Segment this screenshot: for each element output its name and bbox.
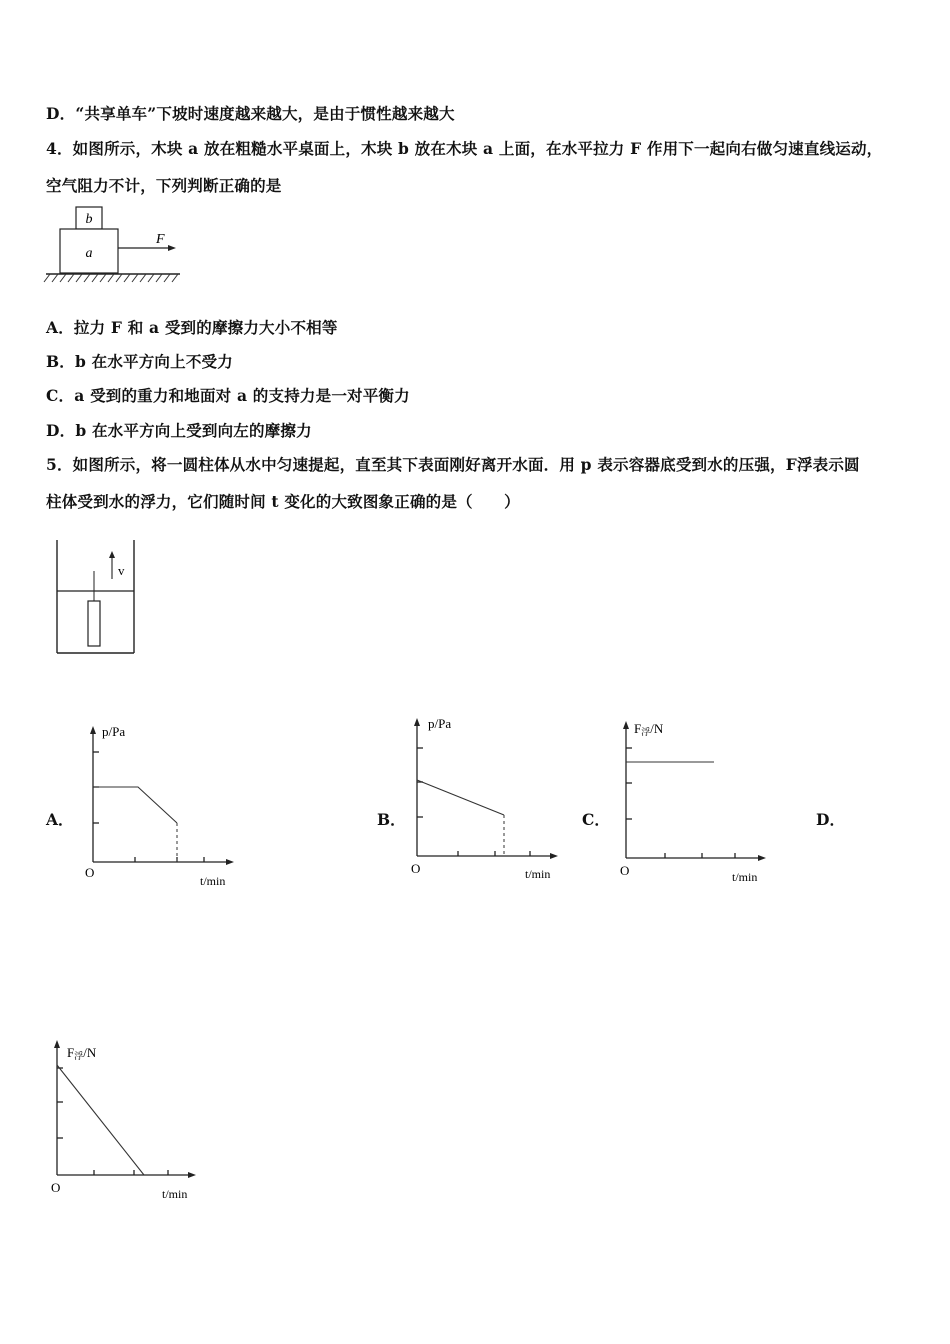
q4-option-c: C．a 受到的重力和地面对 a 的支持力是一对平衡力 xyxy=(46,386,410,405)
graph-d-curve xyxy=(57,1065,144,1175)
graph-a-y-label: p/Pa xyxy=(102,724,126,739)
q5-container-figure xyxy=(50,535,145,660)
graph-b-x-arrow xyxy=(550,853,558,859)
q4-option-b: B．b 在水平方向上不受力 xyxy=(46,352,233,371)
q3-option-d: D．“共享单车”下坡时速度越来越大，是由于惯性越来越大 xyxy=(46,104,455,123)
graph-b-y-arrow xyxy=(414,718,420,726)
graph-b-curve xyxy=(417,780,504,815)
hatch-mark xyxy=(76,274,82,282)
graph-c-y-label: F浮/N xyxy=(634,721,664,737)
graph-a xyxy=(80,720,250,890)
block-a-label: a xyxy=(85,246,93,261)
graph-c-x-arrow xyxy=(758,855,766,861)
hatch-mark xyxy=(60,274,66,282)
graph-b-x-label: t/min xyxy=(525,867,551,881)
ground-hatch xyxy=(44,274,178,282)
q5-option-c-label[interactable]: C． xyxy=(582,810,610,829)
graph-a-curve xyxy=(93,787,177,823)
hatch-mark xyxy=(124,274,130,282)
q5-option-b-label[interactable]: B． xyxy=(377,810,406,829)
graph-d-y-label: F浮/N xyxy=(67,1045,97,1061)
hatch-mark xyxy=(132,274,138,282)
hatch-mark xyxy=(140,274,146,282)
hatch-mark xyxy=(172,274,178,282)
force-arrow-head xyxy=(168,245,176,251)
q5-option-a-label[interactable]: A． xyxy=(46,810,74,829)
graph-b xyxy=(400,712,570,882)
graph-a-x-arrow xyxy=(226,859,234,865)
graph-a-y-arrow xyxy=(90,726,96,734)
graph-a-x-label: t/min xyxy=(200,874,226,888)
hatch-mark xyxy=(52,274,58,282)
cylinder xyxy=(88,601,100,646)
q5-option-d-label[interactable]: D． xyxy=(816,810,845,829)
hatch-mark xyxy=(68,274,74,282)
graph-a-origin: O xyxy=(85,865,95,880)
velocity-arrow-head xyxy=(109,551,115,558)
q4-stem-line1: 4．如图所示，木块 a 放在粗糙水平桌面上，木块 b 放在木块 a 上面，在水平拉力 F 作用下一起向右做匀速直线运动， xyxy=(46,139,883,158)
hatch-mark xyxy=(100,274,106,282)
graph-d xyxy=(40,1036,210,1206)
hatch-mark xyxy=(92,274,98,282)
graph-c-x-label: t/min xyxy=(732,870,758,884)
graph-b-y-label: p/Pa xyxy=(428,716,452,731)
force-label: F xyxy=(156,232,165,247)
q4-stem-line2: 空气阻力不计，下列判断正确的是 xyxy=(46,176,282,195)
velocity-label: v xyxy=(118,563,125,578)
graph-c-origin: O xyxy=(620,863,630,878)
q4-option-a: A．拉力 F 和 a 受到的摩擦力大小不相等 xyxy=(46,318,338,337)
graph-d-x-label: t/min xyxy=(162,1187,188,1201)
hatch-mark xyxy=(84,274,90,282)
hatch-mark xyxy=(164,274,170,282)
hatch-mark xyxy=(44,274,50,282)
graph-d-origin: O xyxy=(51,1180,61,1195)
graph-c-y-arrow xyxy=(623,721,629,729)
graph-c xyxy=(610,715,780,885)
graph-b-origin: O xyxy=(411,861,421,876)
q5-stem-line1: 5．如图所示，将一圆柱体从水中匀速提起，直至其下表面刚好离开水面．用 p 表示容器底受到水的压强，F浮表示圆 xyxy=(46,455,860,474)
q4-figure xyxy=(40,200,190,290)
q4-option-d: D．b 在水平方向上受到向左的摩擦力 xyxy=(46,421,312,440)
block-b-label: b xyxy=(85,212,93,227)
q5-stem-line2: 柱体受到水的浮力，它们随时间 t 变化的大致图象正确的是（ ） xyxy=(46,492,520,511)
graph-d-x-arrow xyxy=(188,1172,196,1178)
graph-d-y-arrow xyxy=(54,1040,60,1048)
hatch-mark xyxy=(156,274,162,282)
hatch-mark xyxy=(108,274,114,282)
hatch-mark xyxy=(148,274,154,282)
hatch-mark xyxy=(116,274,122,282)
